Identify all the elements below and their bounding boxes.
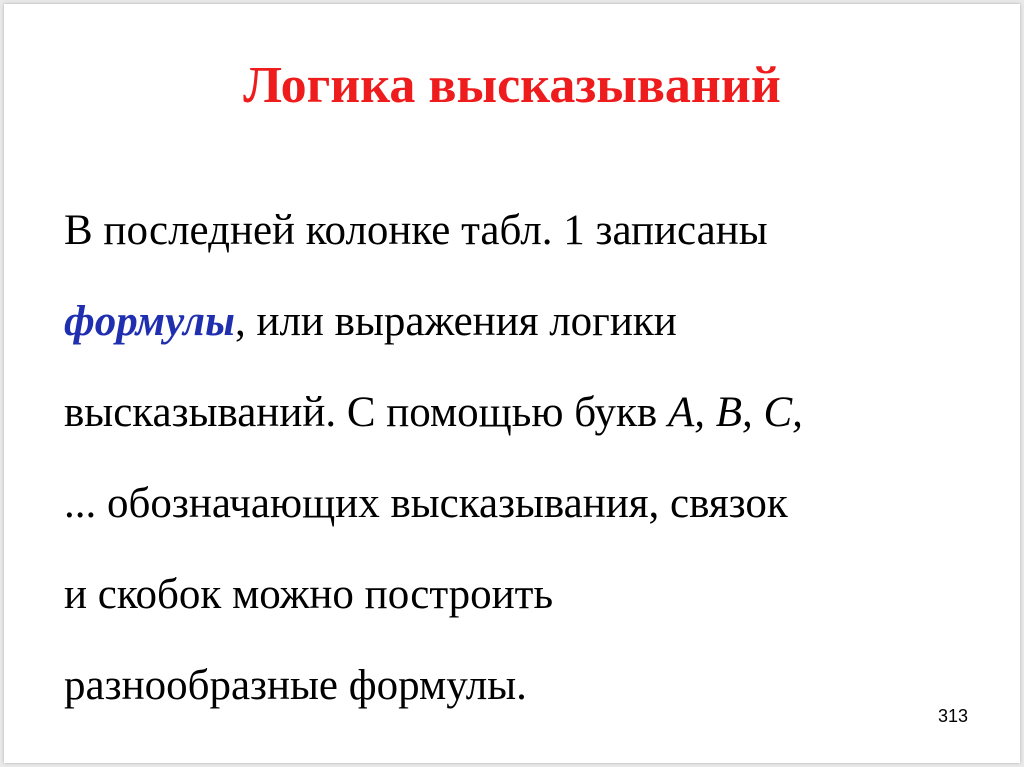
term-formulas: формулы xyxy=(64,298,235,345)
slide xyxy=(4,4,1020,763)
variable-letters: A, B, C, xyxy=(667,389,803,436)
body-line-5: и скобок можно построить xyxy=(64,571,554,618)
body-line-3 xyxy=(64,367,1004,458)
slide-title: Логика высказываний xyxy=(243,57,781,114)
body-line-2-rest: , или выражения логики xyxy=(234,298,677,345)
page-number: 313 xyxy=(937,706,968,726)
body-line-1: В последней колонке табл. 1 записаны xyxy=(64,207,768,254)
body-line-2 xyxy=(64,276,1004,367)
slide-body xyxy=(64,185,1004,731)
body-line-3-text: высказываний. С помощью букв xyxy=(64,389,668,436)
body-line-4: ... обозначающих высказывания, связок xyxy=(64,480,788,527)
body-line-6: разнообразные формулы. xyxy=(64,662,527,709)
